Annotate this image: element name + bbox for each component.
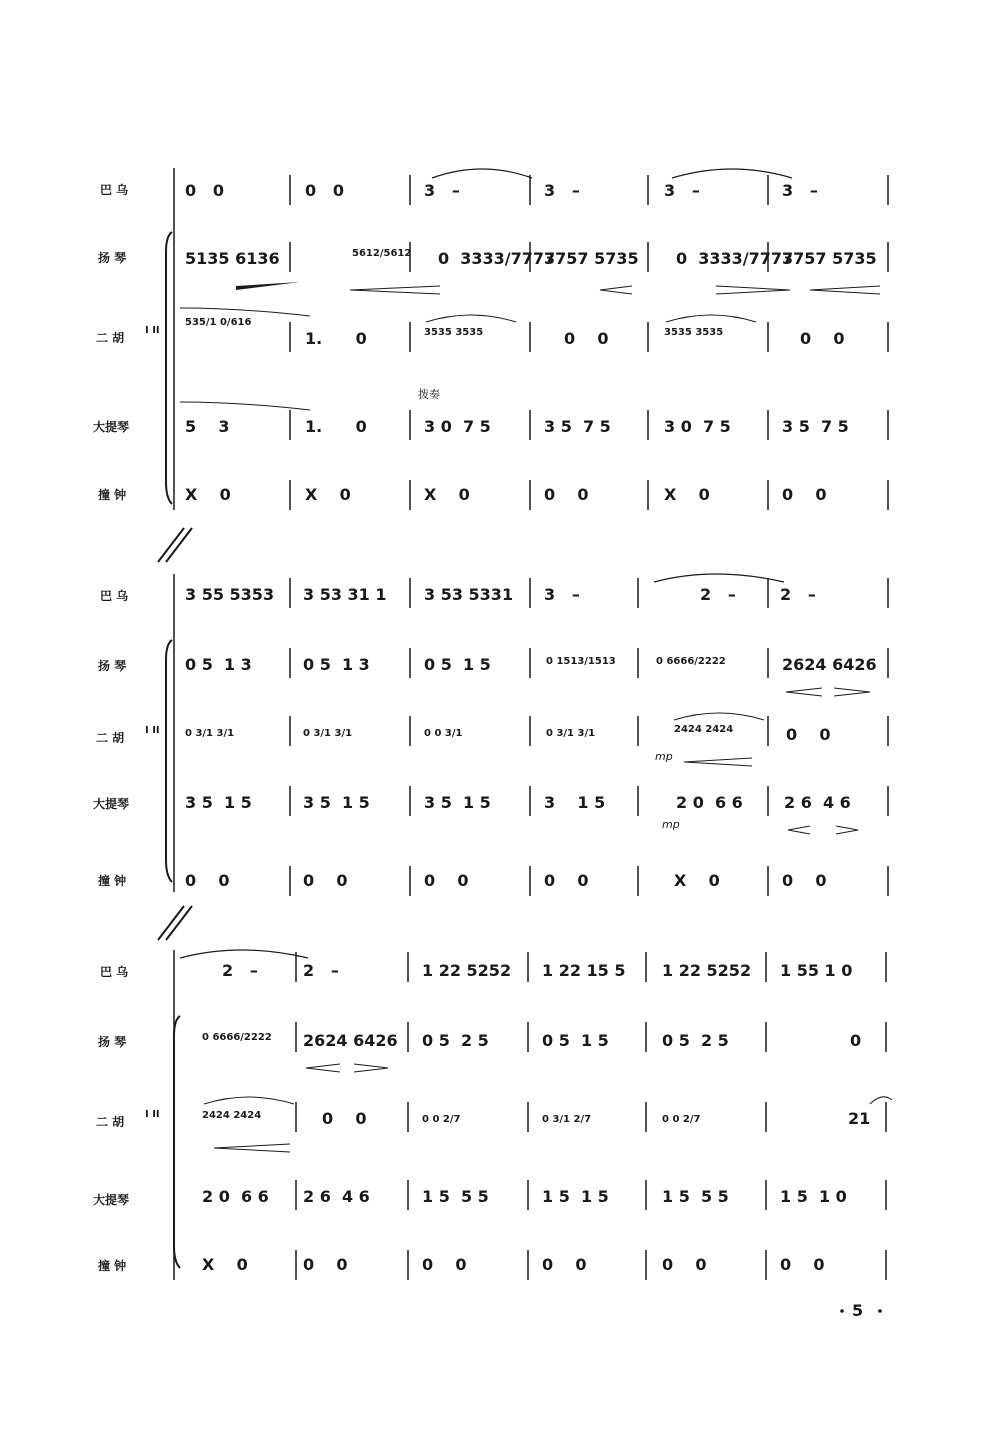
bar-1-bawu: 0 0	[185, 181, 224, 200]
system-separator-mark	[158, 528, 192, 562]
cello-bracket	[180, 402, 310, 410]
label-zhuangzhong: 撞 钟	[98, 874, 127, 888]
bar-6-bawu: 2 –	[780, 585, 816, 604]
crescendo-hairpin	[214, 1144, 290, 1152]
bar-1-yangqin: 0 5 1 3	[185, 655, 252, 674]
bar-6-erhu: 0 0	[786, 725, 831, 744]
page-number-dot	[878, 1309, 882, 1313]
bar-5-bawu: 2 –	[700, 585, 736, 604]
bar-3-zhong: 0 0	[424, 871, 469, 890]
bar-4-bawu: 3 –	[544, 585, 580, 604]
bar-2-bawu: 2 –	[303, 961, 339, 980]
bar-1-bawu: 2 –	[222, 961, 258, 980]
bar-1-yangqin: 0 6666/2222	[202, 1032, 272, 1043]
bar-4-bawu: 3 –	[544, 181, 580, 200]
bawu-row-2	[185, 574, 816, 604]
bar-3-zhong: X 0	[424, 485, 470, 504]
bar-2-yangqin: 2624 6426	[303, 1031, 398, 1050]
bar-1-bawu: 3 55 5353	[185, 585, 275, 604]
zhong-row-1	[185, 485, 827, 504]
datiqin-row-1	[185, 387, 849, 436]
slur-arc	[666, 315, 756, 322]
datiqin-row-3	[202, 1187, 847, 1206]
bar-6-erhu: 0 0	[800, 329, 845, 348]
label-bawu: 巴 乌	[100, 183, 129, 197]
bar-1-erhu: 2424 2424	[202, 1110, 262, 1121]
bar-5-erhu: 0 0 2/7	[662, 1114, 701, 1125]
bar-6-yangqin: 2624 6426	[782, 655, 877, 674]
tie-arc	[672, 169, 792, 178]
crescendo-hairpin	[684, 758, 752, 766]
bar-1-erhu: 0 3/1 3/1	[185, 728, 235, 739]
erhu-bracket	[180, 308, 310, 316]
slur-arc	[204, 1097, 294, 1104]
dynamic-mp: mp	[662, 818, 680, 831]
decrescendo-hairpin	[716, 286, 790, 294]
system-separator-mark	[158, 906, 192, 940]
label-erhu-part: I II	[145, 725, 160, 736]
bar-3-datiqin: 1 5 5 5	[422, 1187, 489, 1206]
bar-4-erhu: 0 3/1 2/7	[542, 1114, 592, 1125]
bar-1-datiqin: 5 3	[185, 417, 230, 436]
label-erhu-part: I II	[145, 325, 160, 336]
bar-6-zhong: 0 0	[782, 871, 827, 890]
label-erhu: 二 胡	[96, 1115, 125, 1129]
erhu-row-3	[202, 1097, 892, 1152]
system-3	[93, 950, 892, 1280]
bar-5-erhu: 2424 2424	[674, 724, 734, 735]
bar-5-erhu: 3535 3535	[664, 327, 724, 338]
crescendo-hairpin	[810, 286, 880, 294]
decrescendo-hairpin	[836, 826, 858, 834]
bar-5-zhong: 0 0	[662, 1255, 707, 1274]
tie-arc	[432, 169, 532, 178]
bar-3-erhu: 0 0 2/7	[422, 1114, 461, 1125]
decrescendo-hairpin	[236, 282, 300, 290]
bar-2-erhu: 1. 0	[305, 329, 367, 348]
bar-2-yangqin: 5612/5612	[352, 248, 412, 259]
bar-2-bawu: 0 0	[305, 181, 344, 200]
bar-1-erhu: 535/1 0/616	[185, 317, 252, 328]
bawu-row-1	[185, 169, 818, 200]
label-datiqin: 大提琴	[93, 797, 130, 811]
bar-6-yangqin: 3757 5735	[782, 249, 877, 268]
label-yangqin: 扬 琴	[98, 659, 127, 673]
bar-4-datiqin: 3 5 7 5	[544, 417, 611, 436]
label-yangqin: 扬 琴	[98, 251, 127, 265]
erhu-row-2	[185, 713, 831, 766]
label-zhuangzhong: 撞 钟	[98, 488, 127, 502]
bar-6-datiqin: 3 5 7 5	[782, 417, 849, 436]
bar-5-zhong: X 0	[674, 871, 720, 890]
crescendo-hairpin	[600, 286, 632, 294]
bar-6-bawu: 1 55 1 0	[780, 961, 853, 980]
bar-6-datiqin: 2 6 4 6	[784, 793, 851, 812]
bar-6-yangqin: 0	[850, 1031, 862, 1050]
bar-5-yangqin: 0 3333/7777	[676, 249, 794, 268]
bar-6-zhong: 0 0	[782, 485, 827, 504]
bar-3-bawu: 3 53 5331	[424, 585, 514, 604]
yangqin-row-3	[202, 1031, 861, 1072]
tie-arc	[180, 950, 308, 958]
decrescendo-hairpin	[354, 1064, 388, 1072]
group-bracket	[174, 1016, 180, 1268]
bar-3-erhu: 3535 3535	[424, 327, 484, 338]
bar-6-zhong: 0 0	[780, 1255, 825, 1274]
label-erhu-part: I II	[145, 1109, 160, 1120]
bar-3-zhong: 0 0	[422, 1255, 467, 1274]
bar-3-erhu: 0 0 3/1	[424, 728, 463, 739]
bar-3-bawu: 3 –	[424, 181, 460, 200]
decrescendo-hairpin	[834, 688, 870, 696]
bar-4-zhong: 0 0	[544, 485, 589, 504]
bar-2-zhong: 0 0	[303, 871, 348, 890]
bar-6-datiqin: 1 5 1 0	[780, 1187, 847, 1206]
bar-3-datiqin: 3 0 7 5	[424, 417, 491, 436]
group-bracket	[166, 232, 172, 504]
label-yangqin: 扬 琴	[98, 1035, 127, 1049]
bar-3-yangqin: 0 5 1 5	[424, 655, 491, 674]
bar-2-erhu: 0 0	[322, 1109, 367, 1128]
bar-2-zhong: 0 0	[303, 1255, 348, 1274]
bar-1-zhong: X 0	[185, 485, 231, 504]
bar-2-bawu: 3 53 31 1	[303, 585, 387, 604]
crescendo-hairpin	[788, 826, 810, 834]
bar-5-bawu: 3 –	[664, 181, 700, 200]
label-datiqin: 大提琴	[93, 420, 130, 434]
bar-3-yangqin: 0 3333/7777	[438, 249, 556, 268]
bar-3-yangqin: 0 5 2 5	[422, 1031, 489, 1050]
system-1	[93, 168, 888, 562]
bar-4-erhu: 0 3/1 3/1	[546, 728, 596, 739]
label-datiqin: 大提琴	[93, 1193, 130, 1207]
bar-5-datiqin: 3 0 7 5	[664, 417, 731, 436]
pizz-marking: 拨奏	[418, 388, 440, 401]
tie-arc	[654, 574, 784, 582]
bar-4-yangqin: 3757 5735	[544, 249, 639, 268]
slur-arc	[870, 1097, 892, 1104]
bar-2-datiqin: 2 6 4 6	[303, 1187, 370, 1206]
bar-2-yangqin: 0 5 1 3	[303, 655, 370, 674]
bar-4-yangqin: 0 5 1 5	[542, 1031, 609, 1050]
bar-1-yangqin: 5135 6136	[185, 249, 280, 268]
bar-4-zhong: 0 0	[542, 1255, 587, 1274]
crescendo-hairpin	[350, 286, 440, 294]
bar-1-zhong: 0 0	[185, 871, 230, 890]
bar-5-yangqin: 0 5 2 5	[662, 1031, 729, 1050]
datiqin-row-2	[185, 793, 858, 834]
label-erhu: 二 胡	[96, 731, 125, 745]
bar-4-yangqin: 0 1513/1513	[546, 656, 616, 667]
bar-2-datiqin: 1. 0	[305, 417, 367, 436]
system-2	[93, 574, 888, 940]
bar-1-datiqin: 3 5 1 5	[185, 793, 252, 812]
label-bawu: 巴 乌	[100, 589, 129, 603]
crescendo-hairpin	[306, 1064, 340, 1072]
group-bracket	[166, 640, 172, 882]
slur-arc	[674, 713, 764, 720]
bawu-row-3	[180, 950, 852, 980]
label-erhu: 二 胡	[96, 331, 125, 345]
page-number-dot	[840, 1309, 844, 1313]
yangqin-row-2	[185, 655, 877, 696]
bar-2-erhu: 0 3/1 3/1	[303, 728, 353, 739]
crescendo-hairpin	[786, 688, 822, 696]
slur-arc	[426, 315, 516, 322]
bar-4-datiqin: 1 5 1 5	[542, 1187, 609, 1206]
zhong-row-2	[185, 871, 827, 890]
label-bawu: 巴 乌	[100, 965, 129, 979]
bar-5-datiqin: 2 0 6 6	[676, 793, 743, 812]
label-zhuangzhong: 撞 钟	[98, 1259, 127, 1273]
bar-5-yangqin: 0 6666/2222	[656, 656, 726, 667]
bar-1-datiqin: 2 0 6 6	[202, 1187, 269, 1206]
erhu-row-1	[185, 315, 845, 348]
bar-6-bawu: 3 –	[782, 181, 818, 200]
bar-2-datiqin: 3 5 1 5	[303, 793, 370, 812]
bar-1-zhong: X 0	[202, 1255, 248, 1274]
bar-4-zhong: 0 0	[544, 871, 589, 890]
dynamic-mp: mp	[655, 750, 673, 763]
bar-5-zhong: X 0	[664, 485, 710, 504]
bar-5-datiqin: 1 5 5 5	[662, 1187, 729, 1206]
bar-3-datiqin: 3 5 1 5	[424, 793, 491, 812]
page-number: 5	[852, 1301, 864, 1320]
bar-4-bawu: 1 22 15 5	[542, 961, 626, 980]
bar-2-zhong: X 0	[305, 485, 351, 504]
bar-4-erhu: 0 0	[564, 329, 609, 348]
bar-4-datiqin: 3 1 5	[544, 793, 606, 812]
bar-5-bawu: 1 22 5252	[662, 961, 752, 980]
bar-6-erhu: 21	[848, 1109, 871, 1128]
bar-3-bawu: 1 22 5252	[422, 961, 512, 980]
